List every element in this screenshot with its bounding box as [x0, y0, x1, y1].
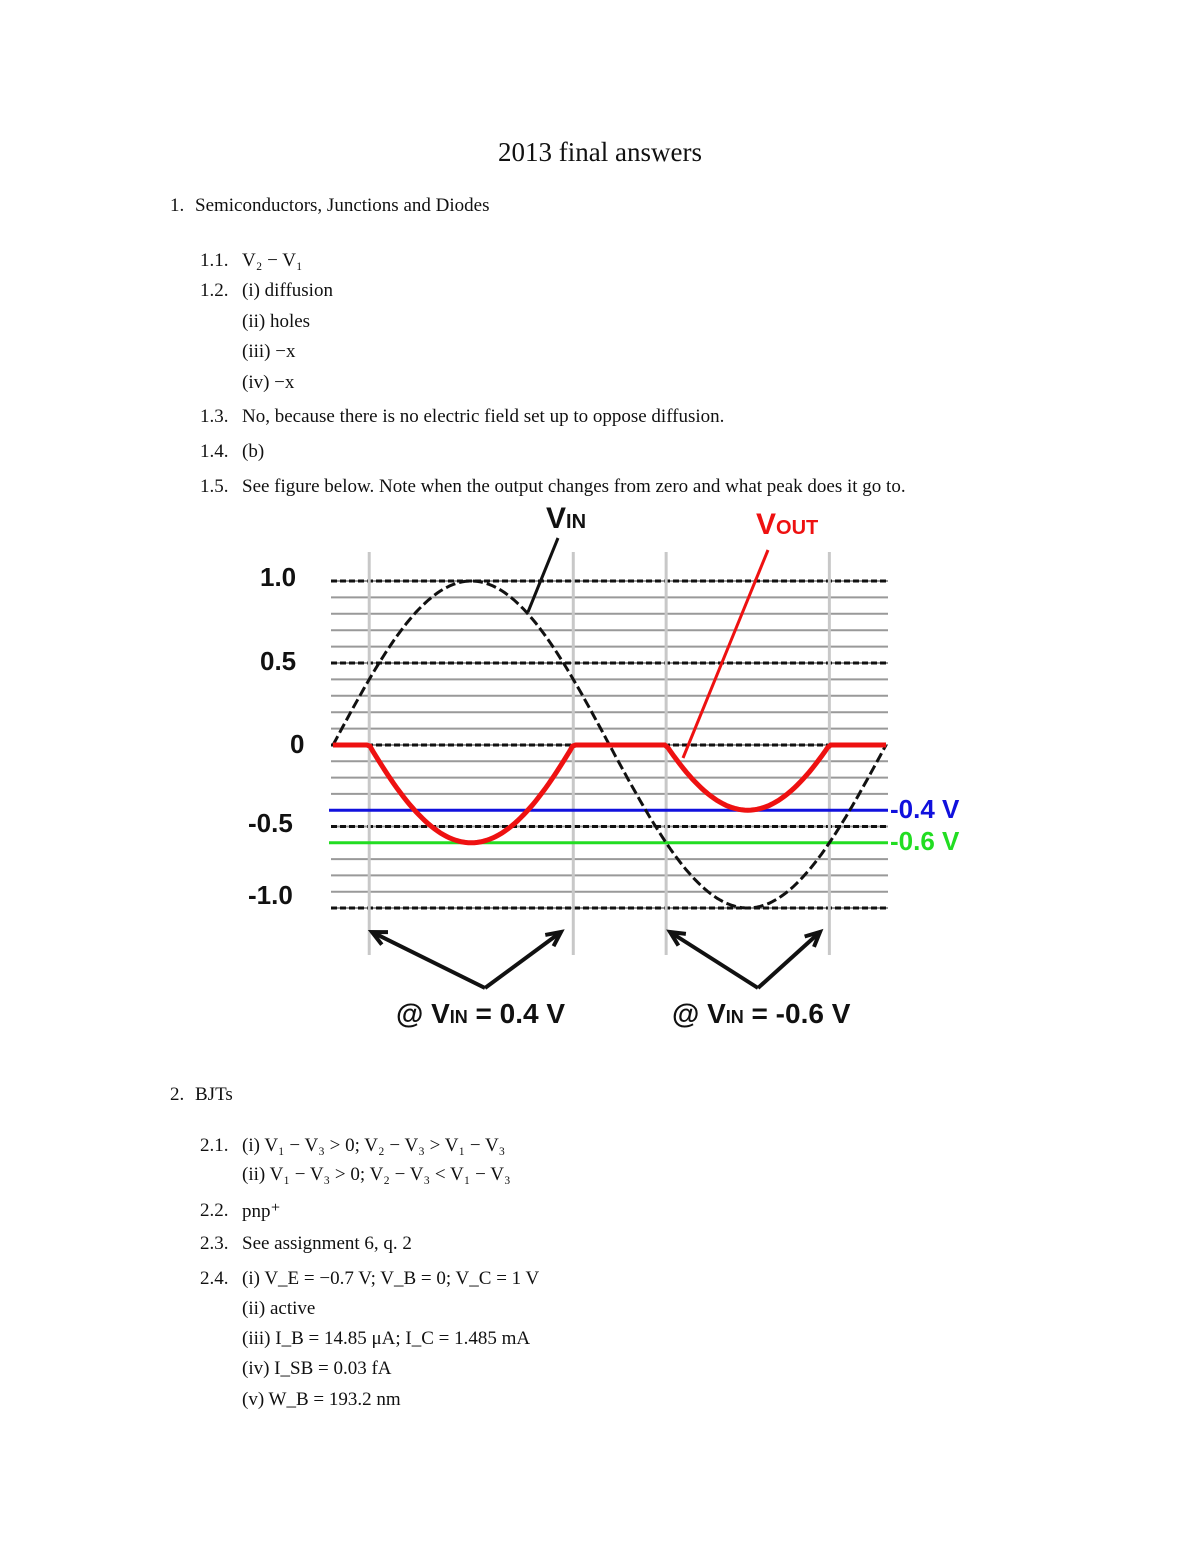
- item-2-1-number: 2.1.: [200, 1135, 229, 1156]
- item-2-1-line-0: (i) V₁ − V₃ > 0; V₂ − V₃ > V₁ − V₃: [242, 1135, 506, 1156]
- item-2-3-number: 2.3.: [200, 1233, 229, 1254]
- item-1-5-number: 1.5.: [200, 476, 229, 497]
- y-tick-label-0: 0: [290, 729, 305, 759]
- page-title: 2013 final answers: [498, 137, 702, 167]
- item-2-4-line-3: (iv) I_SB = 0.03 fA: [242, 1358, 392, 1379]
- item-1-2-line-1: (ii) holes: [242, 311, 311, 332]
- item-2-2-number: 2.2.: [200, 1200, 229, 1221]
- item-2-1-line-1: (ii) V₁ − V₃ > 0; V₂ − V₃ < V₁ − V₃: [242, 1164, 511, 1185]
- item-1-5-line-0: See figure below. Note when the output changes from zero and what peak does it go to.: [242, 476, 906, 497]
- vout-label-sub: OUT: [776, 517, 819, 539]
- item-2-4-line-1: (ii) active: [242, 1298, 316, 1319]
- vin-label-sub: IN: [566, 511, 587, 533]
- vout-label: [756, 508, 818, 542]
- item-1-4-line-0: (b): [242, 441, 265, 462]
- annotation-left-prefix: @ V: [396, 998, 450, 1029]
- y-tick-label-0-5: 0.5: [260, 646, 297, 676]
- annotation-right-sub: IN: [725, 1007, 744, 1027]
- item-1-1-line-0: V₂ − V₁: [242, 250, 303, 271]
- item-2-3-line-0: See assignment 6, q. 2: [242, 1233, 412, 1254]
- item-2-4-number: 2.4.: [200, 1268, 229, 1289]
- y-tick-label-1-0: 1.0: [260, 562, 297, 592]
- annotation-left-sub: IN: [449, 1007, 468, 1027]
- item-2-4-line-2: (iii) I_B = 14.85 μA; I_C = 1.485 mA: [242, 1328, 531, 1349]
- item-1-4-number: 1.4.: [200, 441, 229, 462]
- vin-label: [546, 502, 586, 536]
- vin-label-main: V: [546, 502, 567, 535]
- diode-clipper-figure: [228, 500, 988, 1045]
- item-1-3-line-0: No, because there is no electric field set up to oppose diffusion.: [242, 406, 725, 427]
- item-2-4-line-0: (i) V_E = −0.7 V; V_B = 0; V_C = 1 V: [242, 1268, 540, 1289]
- y-tick-label-neg-1-0: -1.0: [248, 880, 293, 910]
- annotation-right-prefix: @ V: [672, 998, 726, 1029]
- section-1-heading: Semiconductors, Junctions and Diodes: [195, 195, 490, 216]
- item-1-2-line-3: (iv) −x: [242, 372, 295, 393]
- annotation-right: [672, 998, 850, 1030]
- annotation-left-suffix: = 0.4 V: [467, 998, 566, 1029]
- section-2-heading: BJTs: [195, 1084, 233, 1105]
- item-1-2-number: 1.2.: [200, 280, 229, 301]
- y-tick-label-neg-0-5: -0.5: [248, 808, 293, 838]
- item-1-1-number: 1.1.: [200, 250, 229, 271]
- waveform-plot: [228, 500, 988, 1045]
- arrow-right-b: [758, 932, 820, 988]
- annotation-right-suffix: = -0.6 V: [743, 998, 851, 1029]
- arrow-right-a: [670, 932, 758, 988]
- arrow-left-a: [372, 932, 485, 988]
- blue-level-label: -0.4 V: [890, 794, 960, 824]
- item-1-3-number: 1.3.: [200, 406, 229, 427]
- arrow-left-b: [485, 932, 561, 988]
- label-pointers: [528, 538, 768, 758]
- vin-pointer-line: [528, 538, 558, 612]
- annotation-arrows: [372, 932, 820, 988]
- green-level-label: -0.6 V: [890, 826, 960, 856]
- annotation-left: [396, 998, 565, 1030]
- item-2-4-line-4: (v) W_B = 193.2 nm: [242, 1389, 401, 1410]
- item-1-2-line-2: (iii) −x: [242, 341, 296, 362]
- item-2-2-line-0: pnp⁺: [242, 1201, 281, 1222]
- section-2-number: 2.: [170, 1084, 185, 1105]
- vout-label-main: V: [756, 508, 777, 541]
- section-1-number: 1.: [170, 195, 185, 216]
- item-1-2-line-0: (i) diffusion: [242, 280, 333, 301]
